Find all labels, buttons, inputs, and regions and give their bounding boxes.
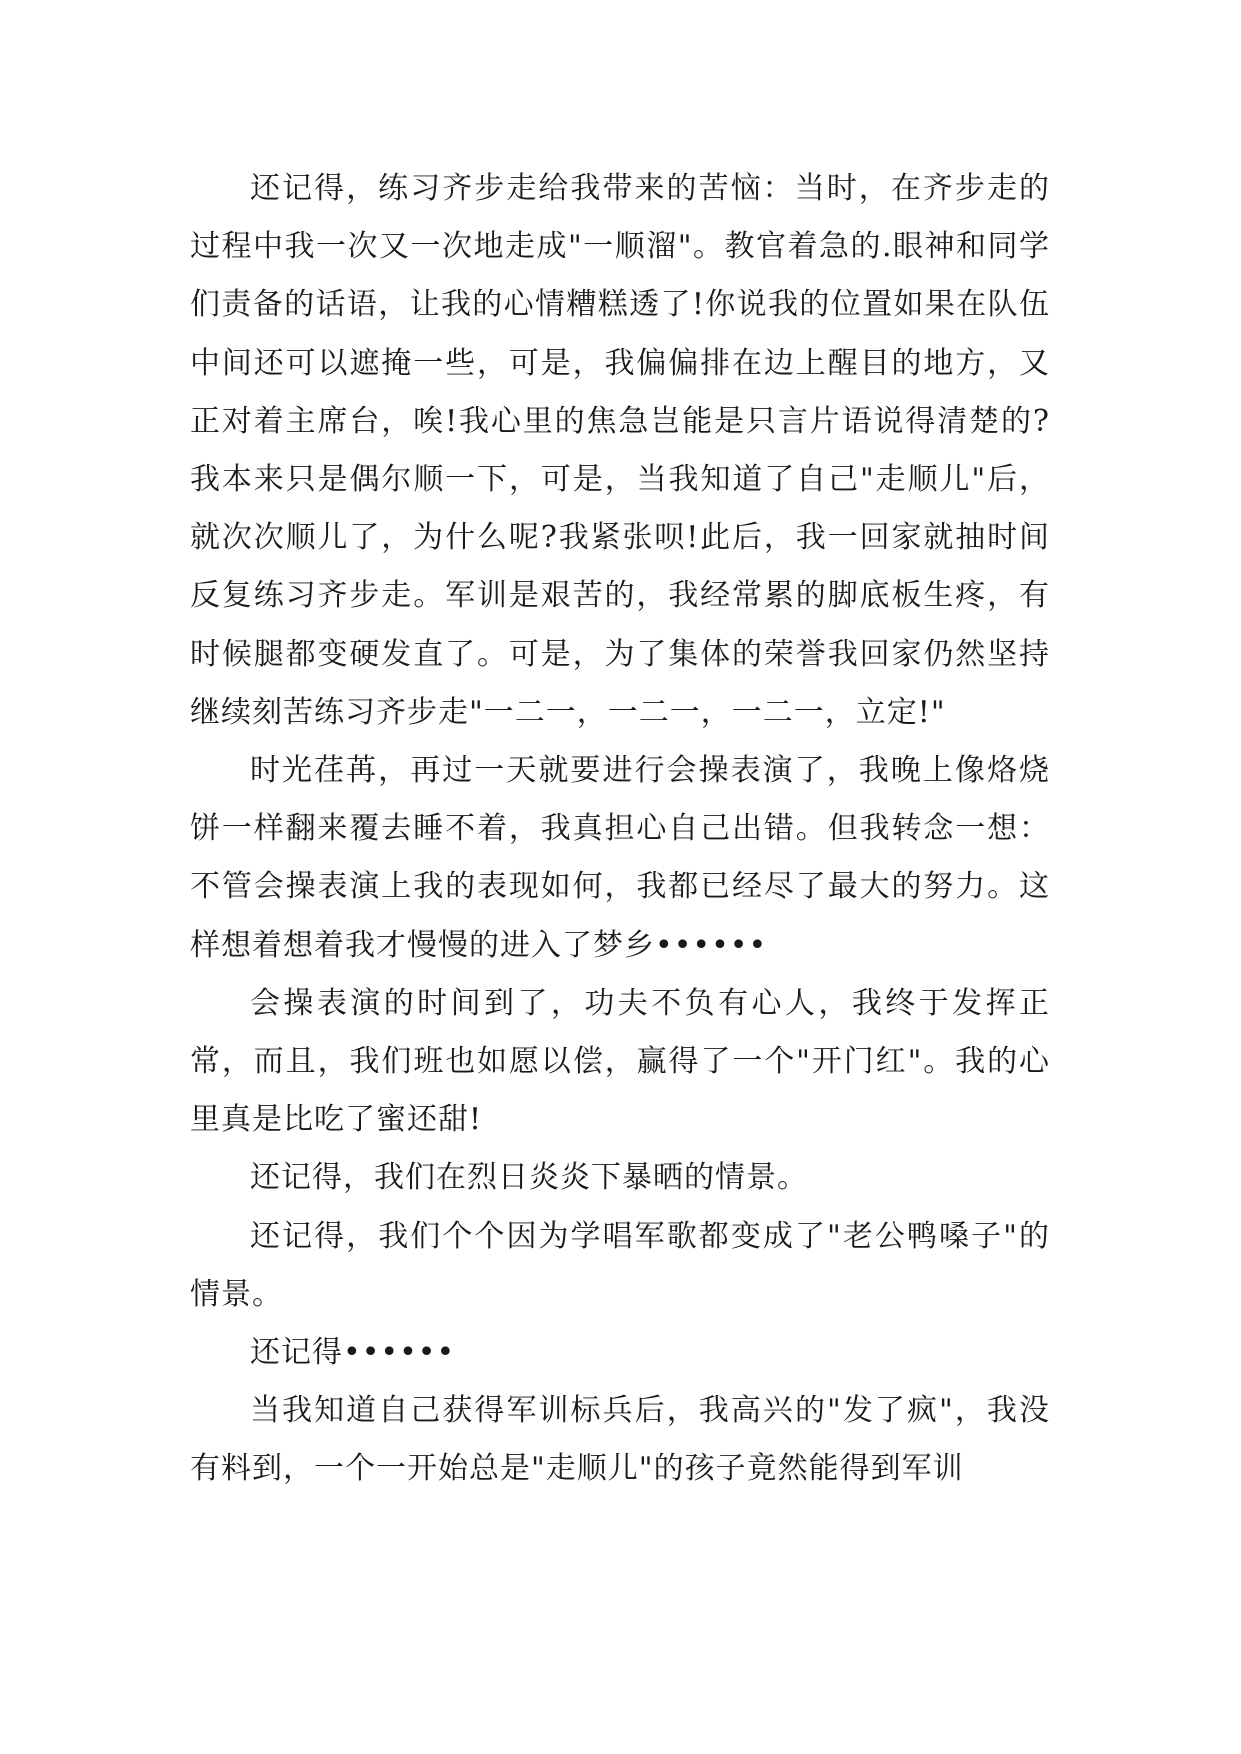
paragraph-2: 时光荏苒，再过一天就要进行会操表演了，我晚上像烙烧饼一样翻来覆去睡不着，我真担心自己出错。但我转念一想：不管会操表演上我的表现如何，我都已经尽了最大的努力。这样想着想着我才慢慢的进入了梦乡•••••• — [190, 753, 1050, 963]
paragraph-4: 还记得，我们在烈日炎炎下暴晒的情景。 — [250, 1160, 808, 1196]
document-body — [190, 160, 1050, 1499]
paragraph-1: 还记得，练习齐步走给我带来的苦恼：当时，在齐步走的过程中我一次又一次地走成"一顺溜"。教官着急的.眼神和同学们责备的话语，让我的心情糟糕透了!你说我的位置如果在队伍中间还可以遮掩一些，可是，我偏偏排在边上醒目的地方，又正对着主席台，唉!我心里的焦急岂能是只言片语说得清楚的?我本来只是偶尔顺一下，可是，当我知道了自己"走顺儿"后，就次次顺儿了，为什么呢?我紧张呗!此后，我一回家就抽时间反复练习齐步走。军训是艰苦的，我经常累的脚底板生疼，有时候腿都变硬发直了。可是，为了集体的荣誉我回家仍然坚持继续刻苦练习齐步走"一二一，一二一，一二一，立定!" — [190, 171, 1050, 730]
paragraph-3: 会操表演的时间到了，功夫不负有心人，我终于发挥正常，而且，我们班也如愿以偿，赢得了一个"开门红"。我的心里真是比吃了蜜还甜! — [190, 985, 1050, 1138]
paragraph-5: 还记得，我们个个因为学唱军歌都变成了"老公鸭嗓子"的情景。 — [190, 1218, 1050, 1312]
paragraph-6: 还记得•••••• — [250, 1335, 456, 1371]
paragraph-7: 当我知道自己获得军训标兵后，我高兴的"发了疯"，我没有料到，一个一开始总是"走顺儿"的孩子竟然能得到军训 — [190, 1393, 1050, 1487]
